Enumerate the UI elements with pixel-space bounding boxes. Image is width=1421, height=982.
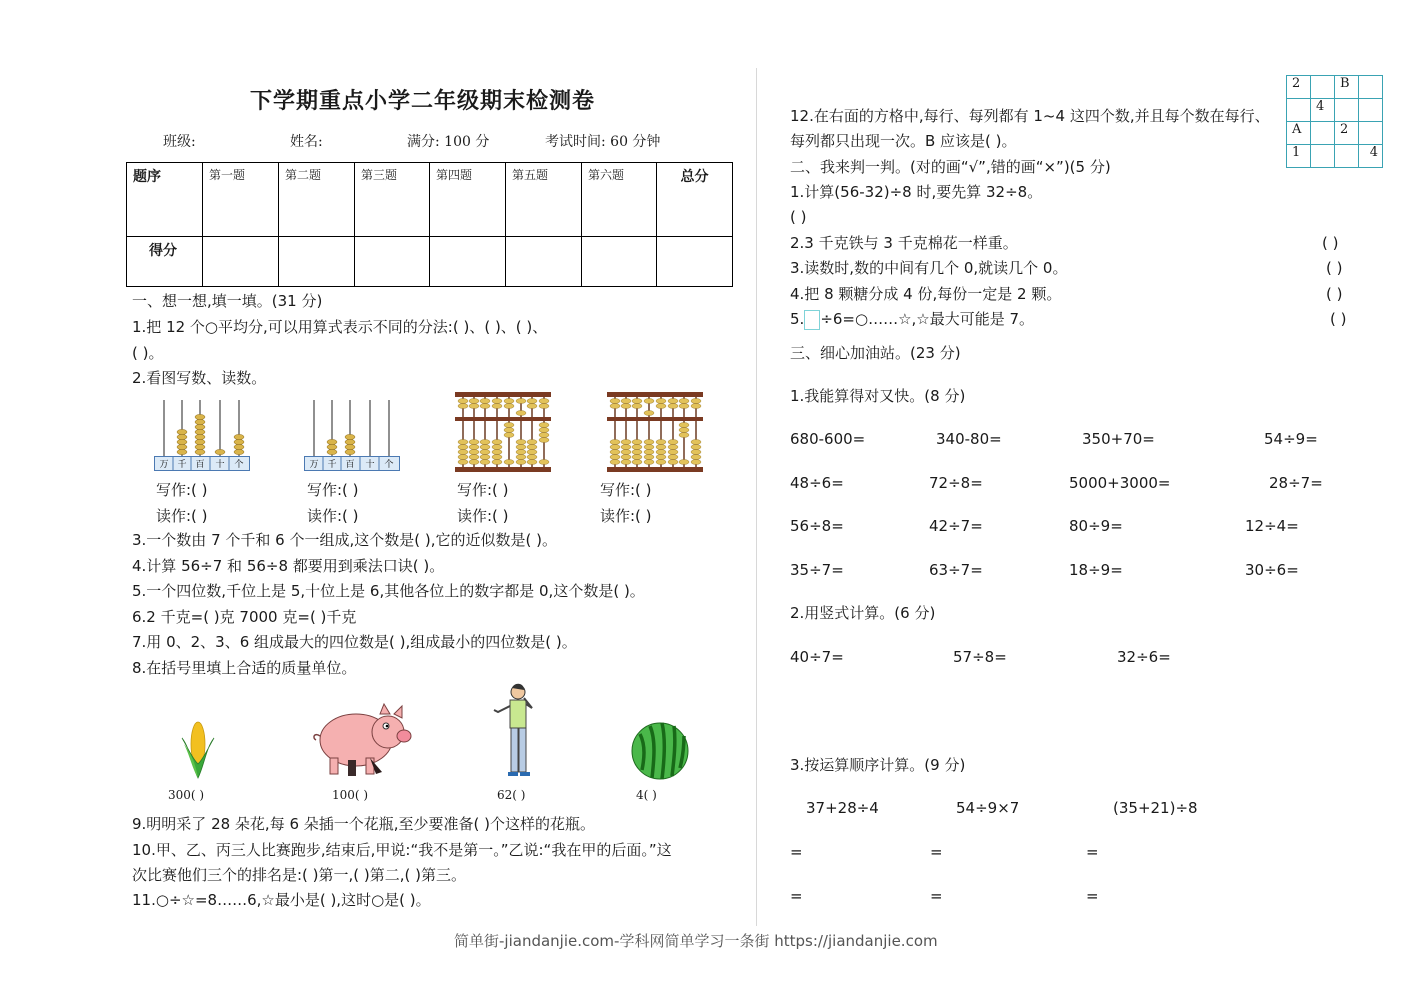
q10-line2: 次比赛他们三个的排名是:( )第一,( )第二,( )第三。 — [132, 866, 467, 884]
judge-item-5-prefix: 5. — [790, 310, 805, 328]
grid-cell — [1311, 145, 1335, 168]
write-blank[interactable]: 写作:( ) — [307, 481, 359, 499]
q7-text: 7.用 0、2、3、6 组成最大的四位数是( ),组成最小的四位数是( )。 — [132, 633, 577, 651]
oral-calc: 5000+3000= — [1069, 474, 1171, 492]
grid-cell: 2 — [1287, 76, 1311, 99]
grid-cell: 4 — [1359, 145, 1383, 168]
svg-text:十: 十 — [215, 460, 225, 470]
counting-frame-icon — [304, 398, 400, 472]
oral-calc: 680-600= — [790, 430, 866, 448]
equals-sign: = — [930, 843, 943, 861]
oral-calc: 35÷7= — [790, 561, 844, 579]
oral-calc: 350+70= — [1082, 430, 1155, 448]
grid-cell — [1311, 122, 1335, 145]
corn-icon — [180, 718, 216, 780]
column-divider — [756, 68, 757, 926]
q9-text: 9.明明采了 28 朵花,每 6 朵插一个花瓶,至少要准备( )个这样的花瓶。 — [132, 815, 596, 833]
order-calc: 37+28÷4 — [806, 799, 879, 817]
equals-sign: = — [1086, 843, 1099, 861]
man-icon — [492, 682, 542, 780]
score-input-cell[interactable] — [506, 237, 582, 287]
oral-calc: 54÷9= — [1264, 430, 1318, 448]
blank-box-input[interactable] — [804, 310, 820, 330]
oral-calc: 56÷8= — [790, 517, 844, 535]
oral-calc: 72÷8= — [929, 474, 983, 492]
q11-text: 11.○÷☆=8……6,☆最小是( ),这时○是( )。 — [132, 891, 431, 909]
man-blank[interactable]: 62( ) — [497, 788, 526, 802]
vertical-calc: 32÷6= — [1117, 648, 1171, 666]
q6-text: 6.2 千克=( )克 7000 克=( )千克 — [132, 608, 357, 626]
q1-line2: ( )。 — [132, 344, 164, 362]
read-blank[interactable]: 读作:( ) — [457, 507, 509, 525]
score-input-cell[interactable] — [430, 237, 506, 287]
equals-sign: = — [790, 887, 803, 905]
q1-line1: 1.把 12 个○平均分,可以用算式表示不同的分法:( )、( )、( )、 — [132, 318, 548, 336]
score-input-cell[interactable] — [203, 237, 279, 287]
oral-calc: 48÷6= — [790, 474, 844, 492]
svg-text:个: 个 — [234, 460, 244, 470]
counting-frame-icon — [154, 398, 250, 472]
section1-heading: 一、想一想,填一填。(31 分) — [132, 292, 323, 310]
read-blank[interactable]: 读作:( ) — [600, 507, 652, 525]
watermelon-blank[interactable]: 4( ) — [636, 788, 657, 802]
read-blank[interactable]: 读作:( ) — [156, 507, 208, 525]
judge-bracket-3[interactable]: ( ) — [1326, 259, 1343, 277]
pig-icon — [310, 700, 414, 780]
sub3-heading: 3.按运算顺序计算。(9 分) — [790, 756, 966, 774]
oral-calc: 30÷6= — [1245, 561, 1299, 579]
vertical-calc: 57÷8= — [953, 648, 1007, 666]
grid-cell — [1311, 76, 1335, 99]
read-blank[interactable]: 读作:( ) — [307, 507, 359, 525]
judge-item-2: 2.3 千克铁与 3 千克棉花一样重。 — [790, 234, 1018, 252]
q4-text: 4.计算 56÷7 和 56÷8 都要用到乘法口诀( )。 — [132, 557, 445, 575]
grid-cell — [1359, 122, 1383, 145]
section3-heading: 三、细心加油站。(23 分) — [790, 344, 961, 362]
score-row-label: 得分 — [127, 237, 203, 287]
score-input-cell[interactable] — [582, 237, 657, 287]
order-calc: 54÷9×7 — [956, 799, 1020, 817]
grid-cell — [1359, 76, 1383, 99]
judge-item-5-suffix: ÷6=○……☆,☆最大可能是 7。 — [820, 310, 1035, 328]
judge-item-3: 3.读数时,数的中间有几个 0,就读几个 0。 — [790, 259, 1068, 277]
judge-bracket-5[interactable]: ( ) — [1330, 310, 1347, 328]
svg-text:万: 万 — [159, 460, 169, 470]
grid-cell: A — [1287, 122, 1311, 145]
write-blank[interactable]: 写作:( ) — [600, 481, 652, 499]
oral-calc: 340-80= — [936, 430, 1002, 448]
score-header-cell: 总分 — [657, 163, 733, 237]
pig-blank[interactable]: 100( ) — [332, 788, 369, 802]
score-header-cell: 第二题 — [279, 163, 355, 237]
score-header-cell: 第三题 — [355, 163, 430, 237]
grid-cell: 2 — [1335, 122, 1359, 145]
vertical-calc: 40÷7= — [790, 648, 844, 666]
score-header-cell: 第一题 — [203, 163, 279, 237]
order-calc: (35+21)÷8 — [1113, 799, 1198, 817]
q3-text: 3.一个数由 7 个千和 6 个一组成,这个数是( ),它的近似数是( )。 — [132, 531, 557, 549]
score-input-cell[interactable] — [279, 237, 355, 287]
svg-text:千: 千 — [327, 460, 337, 470]
score-header-cell: 第四题 — [430, 163, 506, 237]
exam-time: 考试时间: 60 分钟 — [545, 134, 661, 150]
footer-watermark: 简单街-jiandanjie.com-学科网简单学习一条街 https://jiandanjie.com — [454, 932, 938, 950]
svg-text:万: 万 — [309, 460, 319, 470]
watermelon-icon — [630, 720, 690, 780]
oral-calc: 63÷7= — [929, 561, 983, 579]
oral-calc: 28÷7= — [1269, 474, 1323, 492]
sub2-heading: 2.用竖式计算。(6 分) — [790, 604, 936, 622]
svg-text:百: 百 — [345, 460, 355, 470]
full-score: 满分: 100 分 — [407, 134, 490, 150]
q5-text: 5.一个四位数,千位上是 5,十位上是 6,其他各位上的数字都是 0,这个数是( )。 — [132, 582, 645, 600]
grid-cell — [1335, 99, 1359, 122]
equals-sign: = — [790, 843, 803, 861]
q12-line2: 每列都只出现一次。B 应该是( )。 — [790, 132, 1017, 150]
sub1-heading: 1.我能算得对又快。(8 分) — [790, 387, 966, 405]
section2-heading: 二、我来判一判。(对的画“√”,错的画“×”)(5 分) — [790, 158, 1111, 176]
oral-calc: 80÷9= — [1069, 517, 1123, 535]
grid-cell: B — [1335, 76, 1359, 99]
q10-line1: 10.甲、乙、丙三人比赛跑步,结束后,甲说:“我不是第一。”乙说:“我在甲的后面。”这 — [132, 841, 672, 859]
score-header-cell: 第六题 — [582, 163, 657, 237]
q8-text: 8.在括号里填上合适的质量单位。 — [132, 659, 357, 677]
svg-text:个: 个 — [384, 460, 394, 470]
grid-cell — [1335, 145, 1359, 168]
score-header-cell: 题序 — [127, 163, 203, 237]
judge-bracket-2[interactable]: ( ) — [1322, 234, 1339, 252]
grid-cell: 4 — [1311, 99, 1335, 122]
class-label: 班级: — [163, 134, 196, 150]
grid-cell: 1 — [1287, 145, 1311, 168]
score-header-cell: 第五题 — [506, 163, 582, 237]
judge-item-1: 1.计算(56-32)÷8 时,要先算 32÷8。 — [790, 183, 1043, 201]
q12-line1: 12.在右面的方格中,每行、每列都有 1~4 这四个数,并且每个数在每行、 — [790, 107, 1270, 125]
score-input-cell[interactable] — [657, 237, 733, 287]
oral-calc: 42÷7= — [929, 517, 983, 535]
grid-cell — [1359, 99, 1383, 122]
corn-blank[interactable]: 300( ) — [168, 788, 205, 802]
judge-item-5 — [790, 309, 1034, 330]
abacus-icon — [607, 392, 703, 472]
abacus-icon — [455, 392, 551, 472]
judge-item-4: 4.把 8 颗糖分成 4 份,每份一定是 2 颗。 — [790, 285, 1062, 303]
write-blank[interactable]: 写作:( ) — [457, 481, 509, 499]
svg-text:十: 十 — [365, 460, 375, 470]
judge-bracket-1[interactable]: ( ) — [790, 208, 807, 226]
svg-text:百: 百 — [195, 460, 205, 470]
svg-text:千: 千 — [177, 460, 187, 470]
name-label: 姓名: — [290, 134, 323, 150]
equals-sign: = — [1086, 887, 1099, 905]
oral-calc: 18÷9= — [1069, 561, 1123, 579]
grid-cell — [1287, 99, 1311, 122]
oral-calc: 12÷4= — [1245, 517, 1299, 535]
number-grid — [1286, 75, 1383, 168]
equals-sign: = — [930, 887, 943, 905]
score-input-cell[interactable] — [355, 237, 430, 287]
q2-text: 2.看图写数、读数。 — [132, 369, 267, 387]
write-blank[interactable]: 写作:( ) — [156, 481, 208, 499]
judge-bracket-4[interactable]: ( ) — [1326, 285, 1343, 303]
exam-title: 下学期重点小学二年级期末检测卷 — [250, 89, 596, 114]
score-table — [126, 162, 733, 287]
